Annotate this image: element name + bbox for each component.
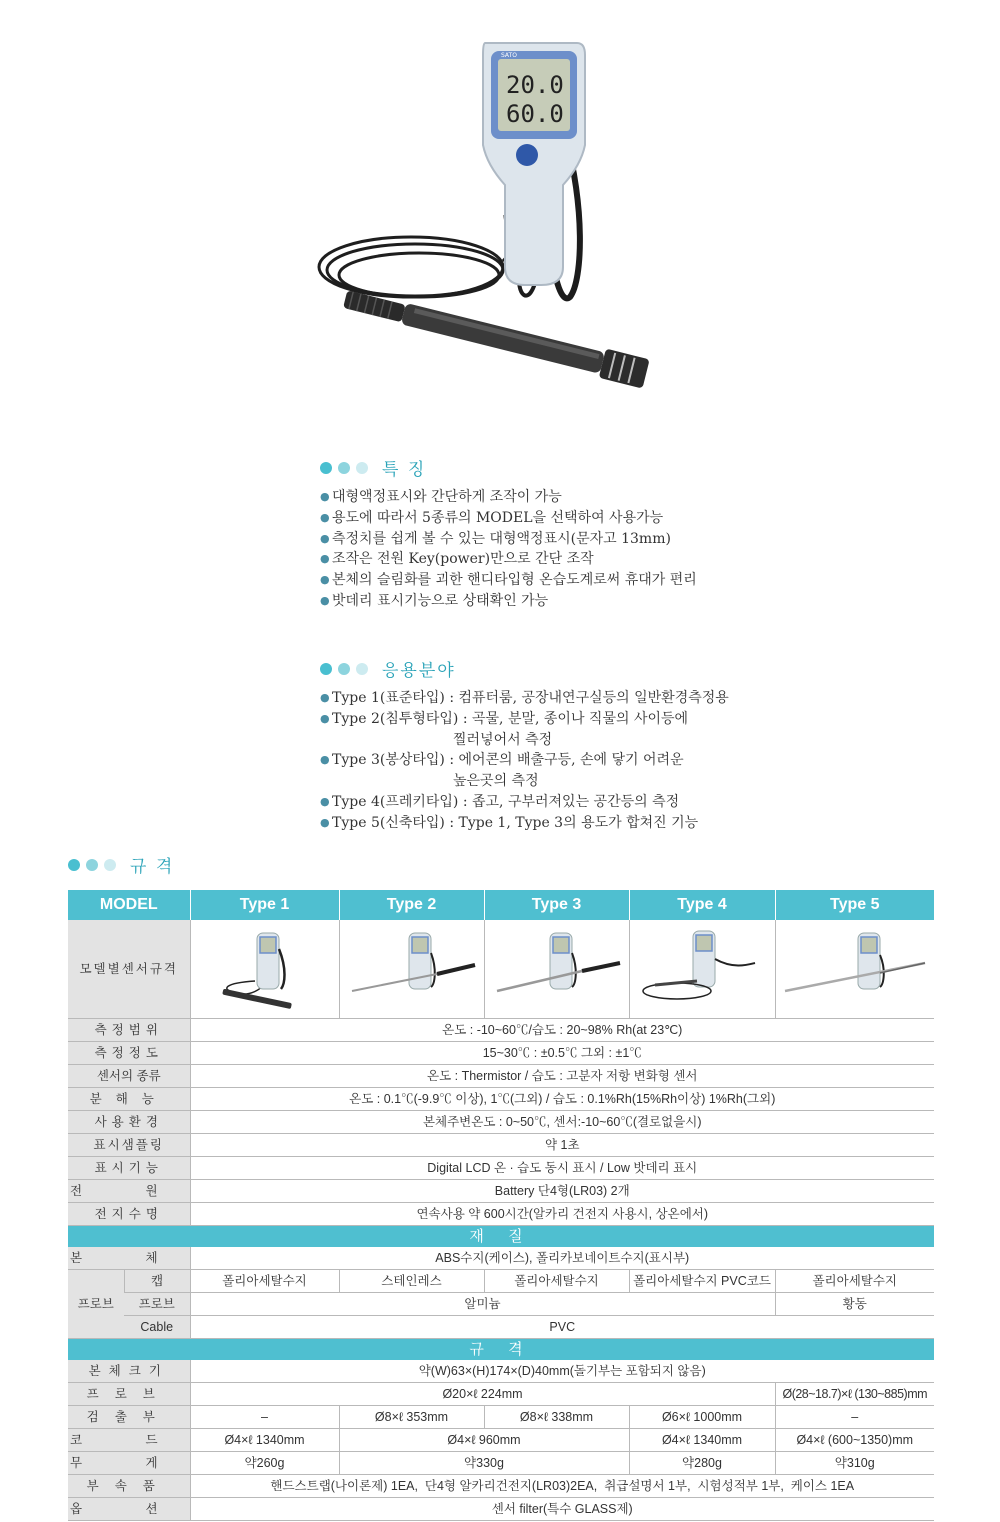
- type-3-image: [484, 920, 629, 1019]
- list-item-continuation: 높은곳의 측정: [453, 773, 539, 790]
- bullet-icon: ●: [320, 552, 330, 566]
- table-row: [68, 1111, 934, 1134]
- row-label: 표시샘플링: [68, 1134, 190, 1157]
- dot-icon: [320, 663, 332, 675]
- probe-size-type-5: Ø(28~18.7)×ℓ (130~885)mm: [775, 1383, 934, 1406]
- cap-type-3: 폴리아세탈수지: [484, 1270, 629, 1293]
- spec-heading: [68, 852, 174, 877]
- table-row: [68, 1406, 934, 1429]
- weight-type-5: 약310g: [775, 1452, 934, 1475]
- table-row: [68, 1316, 934, 1339]
- features-title: 특 징: [382, 460, 427, 480]
- spec-table: [68, 890, 934, 1521]
- bullet-icon: ●: [320, 531, 330, 545]
- cord-type-1: Ø4×ℓ 1340mm: [190, 1429, 339, 1452]
- cap-type-5: 폴리아세탈수지: [775, 1270, 934, 1293]
- table-row: [68, 1383, 934, 1406]
- list-item: ● 대형액정표시와 간단하게 조작이 가능: [320, 487, 697, 508]
- bullet-icon: ●: [320, 711, 330, 725]
- probe-group-label: 프로브: [68, 1270, 124, 1339]
- bullet-icon: ●: [320, 691, 330, 704]
- row-label: 센서의 종류: [68, 1065, 190, 1088]
- table-row: [68, 1293, 934, 1316]
- row-label: 표시기능: [68, 1157, 190, 1180]
- row-label: Cable: [124, 1316, 190, 1339]
- type-5-image: [775, 920, 934, 1019]
- features-list: [320, 487, 697, 612]
- row-label: 검출부: [68, 1406, 190, 1429]
- table-row: [68, 1475, 934, 1498]
- dot-icon: [356, 462, 368, 474]
- cord-type-5: Ø4×ℓ (600~1350)mm: [775, 1429, 934, 1452]
- humidity-reading: 60.0: [506, 100, 564, 128]
- row-value: 본체주변온도 : 0~50℃, 센서:-10~60℃(결로없을시): [190, 1111, 934, 1134]
- dot-icon: [338, 462, 350, 474]
- bullet-icon: ●: [320, 753, 330, 767]
- detector-type-1: –: [190, 1406, 339, 1429]
- bullet-icon: ●: [320, 490, 330, 503]
- row-value: 온도 : 0.1℃(-9.9℃ 이상), 1℃(그외) / 습도 : 0.1%Rh(15%Rh이상) 1%Rh(그외): [190, 1088, 934, 1111]
- row-value: 15~30℃ : ±0.5℃ 그외 : ±1℃: [190, 1042, 934, 1065]
- cap-type-2: 스테인레스: [339, 1270, 484, 1293]
- row-value: Digital LCD 온 · 습도 동시 표시 / Low 밧데리 표시: [190, 1157, 934, 1180]
- row-label: 프로브: [68, 1383, 190, 1406]
- row-value: 온도 : Thermistor / 습도 : 고분자 저항 변화형 센서: [190, 1065, 934, 1088]
- detector-type-2: Ø8×ℓ 353mm: [339, 1406, 484, 1429]
- header-type-4: Type 4: [629, 890, 775, 920]
- row-label: 전지수명: [68, 1203, 190, 1226]
- row-value: 약(W)63×(H)174×(D)40mm(돌기부는 포함되지 않음): [190, 1360, 934, 1383]
- cord-type-2-3: Ø4×ℓ 960mm: [339, 1429, 629, 1452]
- list-item: ● Type 5(신축타입) : Type 1, Type 3의 용도가 합쳐진 기능: [320, 813, 729, 834]
- list-item: ● 용도에 따라서 5종류의 MODEL을 선택하여 사용가능: [320, 508, 697, 529]
- bullet-icon: ●: [320, 794, 330, 808]
- row-label: 무 게: [68, 1452, 190, 1475]
- row-value: Battery 단4형(LR03) 2개: [190, 1180, 934, 1203]
- list-item: ● Type 2(침투형타입) : 곡물, 분말, 종이나 직물의 사이등에: [320, 709, 729, 730]
- row-label: 본 체: [68, 1247, 190, 1270]
- row-value: 핸드스트랩(나이론제) 1EA, 단4형 알카리건전지(LR03)2EA, 취급설명서 1부, 시험성적부 1부, 케이스 1EA: [190, 1475, 934, 1498]
- type-2-image: [339, 920, 484, 1019]
- probe-material-type-5: 황동: [775, 1293, 934, 1316]
- row-label: 부속품: [68, 1475, 190, 1498]
- list-item: ● Type 3(봉상타입) : 에어콘의 배출구등, 손에 닿기 어려운: [320, 750, 729, 771]
- cord-type-4: Ø4×ℓ 1340mm: [629, 1429, 775, 1452]
- table-row: [68, 1247, 934, 1270]
- table-row: [68, 1157, 934, 1180]
- dot-icon: [356, 663, 368, 675]
- material-band: 재 질: [68, 1226, 934, 1248]
- probe-size: Ø20×ℓ 224mm: [190, 1383, 775, 1406]
- row-value: 약 1초: [190, 1134, 934, 1157]
- type-4-image: [629, 920, 775, 1019]
- row-label: 전 원: [68, 1180, 190, 1203]
- table-row: [68, 1042, 934, 1065]
- row-label: 옵 션: [68, 1498, 190, 1521]
- dot-icon: [104, 859, 116, 871]
- header-model: MODEL: [68, 890, 190, 920]
- row-label: 측정범위: [68, 1019, 190, 1042]
- list-item: ● 조작은 전원 Key(power)만으로 간단 조작: [320, 549, 697, 570]
- row-label: 코 드: [68, 1429, 190, 1452]
- cap-type-1: 폴리아세탈수지: [190, 1270, 339, 1293]
- row-label: 프로브: [124, 1293, 190, 1316]
- applications-title: 응용분야: [382, 661, 456, 681]
- header-type-1: Type 1: [190, 890, 339, 920]
- table-row: [68, 1203, 934, 1226]
- header-type-5: Type 5: [775, 890, 934, 920]
- weight-type-1: 약260g: [190, 1452, 339, 1475]
- product-image: [315, 35, 665, 405]
- row-label: 사용환경: [68, 1111, 190, 1134]
- applications-heading: [320, 656, 456, 681]
- row-label: 분해능: [68, 1088, 190, 1111]
- table-row: [68, 1452, 934, 1475]
- type-1-image: [190, 920, 339, 1019]
- table-row: [68, 1088, 934, 1111]
- row-value: 온도 : -10~60℃/습도 : 20~98% Rh(at 23℃): [190, 1019, 934, 1042]
- table-row: [68, 1270, 934, 1293]
- row-label: 본체크기: [68, 1360, 190, 1383]
- detector-type-5: –: [775, 1406, 934, 1429]
- row-label: 모델별센서규격: [68, 920, 190, 1019]
- table-row: [68, 1019, 934, 1042]
- bullet-icon: ●: [320, 815, 330, 829]
- spec-band: 규 격: [68, 1339, 934, 1361]
- table-row: [68, 1498, 934, 1521]
- list-item: ● Type 1(표준타입) : 컴퓨터룸, 공장내연구실등의 일반환경측정용: [320, 688, 729, 709]
- bullet-icon: ●: [320, 510, 330, 524]
- spec-title: 규 격: [130, 857, 175, 877]
- row-value: ABS수지(케이스), 폴리카보네이트수지(표시부): [190, 1247, 934, 1270]
- detector-type-3: Ø8×ℓ 338mm: [484, 1406, 629, 1429]
- weight-type-2-3: 약330g: [339, 1452, 629, 1475]
- weight-type-4: 약280g: [629, 1452, 775, 1475]
- row-value: 연속사용 약 600시간(알카리 건전지 사용시, 상온에서): [190, 1203, 934, 1226]
- detector-type-4: Ø6×ℓ 1000mm: [629, 1406, 775, 1429]
- dot-icon: [68, 859, 80, 871]
- dot-icon: [338, 663, 350, 675]
- features-heading: [320, 455, 426, 480]
- header-type-2: Type 2: [339, 890, 484, 920]
- dot-icon: [86, 859, 98, 871]
- row-label: 캡: [124, 1270, 190, 1293]
- probe-material: 알미늄: [190, 1293, 775, 1316]
- table-row: [68, 1360, 934, 1383]
- table-row: [68, 1180, 934, 1203]
- row-value: 센서 filter(특수 GLASS제): [190, 1498, 934, 1521]
- table-row: [68, 1429, 934, 1452]
- table-row: [68, 1065, 934, 1088]
- cap-type-4: 폴리아세탈수지 PVC코드: [629, 1270, 775, 1293]
- power-button[interactable]: [516, 144, 538, 166]
- list-item-continuation: 찔러넣어서 측정: [453, 731, 553, 748]
- cable-material: PVC: [190, 1316, 934, 1339]
- list-item: ● 측정치를 쉽게 볼 수 있는 대형액정표시(문자고 13mm): [320, 529, 697, 550]
- table-row: [68, 1134, 934, 1157]
- row-label: 측정정도: [68, 1042, 190, 1065]
- dot-icon: [320, 462, 332, 474]
- bullet-icon: ●: [320, 593, 330, 607]
- list-item: ● Type 4(프레키타입) : 좁고, 구부러져있는 공간등의 측정: [320, 792, 729, 813]
- list-item: ● 밧데리 표시기능으로 상태확인 가능: [320, 591, 697, 612]
- bullet-icon: ●: [320, 573, 330, 587]
- header-type-3: Type 3: [484, 890, 629, 920]
- list-item: ● 본체의 슬림화를 괴한 핸디타입형 온습도계로써 휴대가 편리: [320, 570, 697, 591]
- applications-list: [320, 688, 729, 834]
- table-row: [68, 920, 934, 1019]
- brand-label: SATO: [501, 52, 517, 59]
- temp-reading: 20.0: [506, 71, 564, 99]
- table-header-row: [68, 890, 934, 920]
